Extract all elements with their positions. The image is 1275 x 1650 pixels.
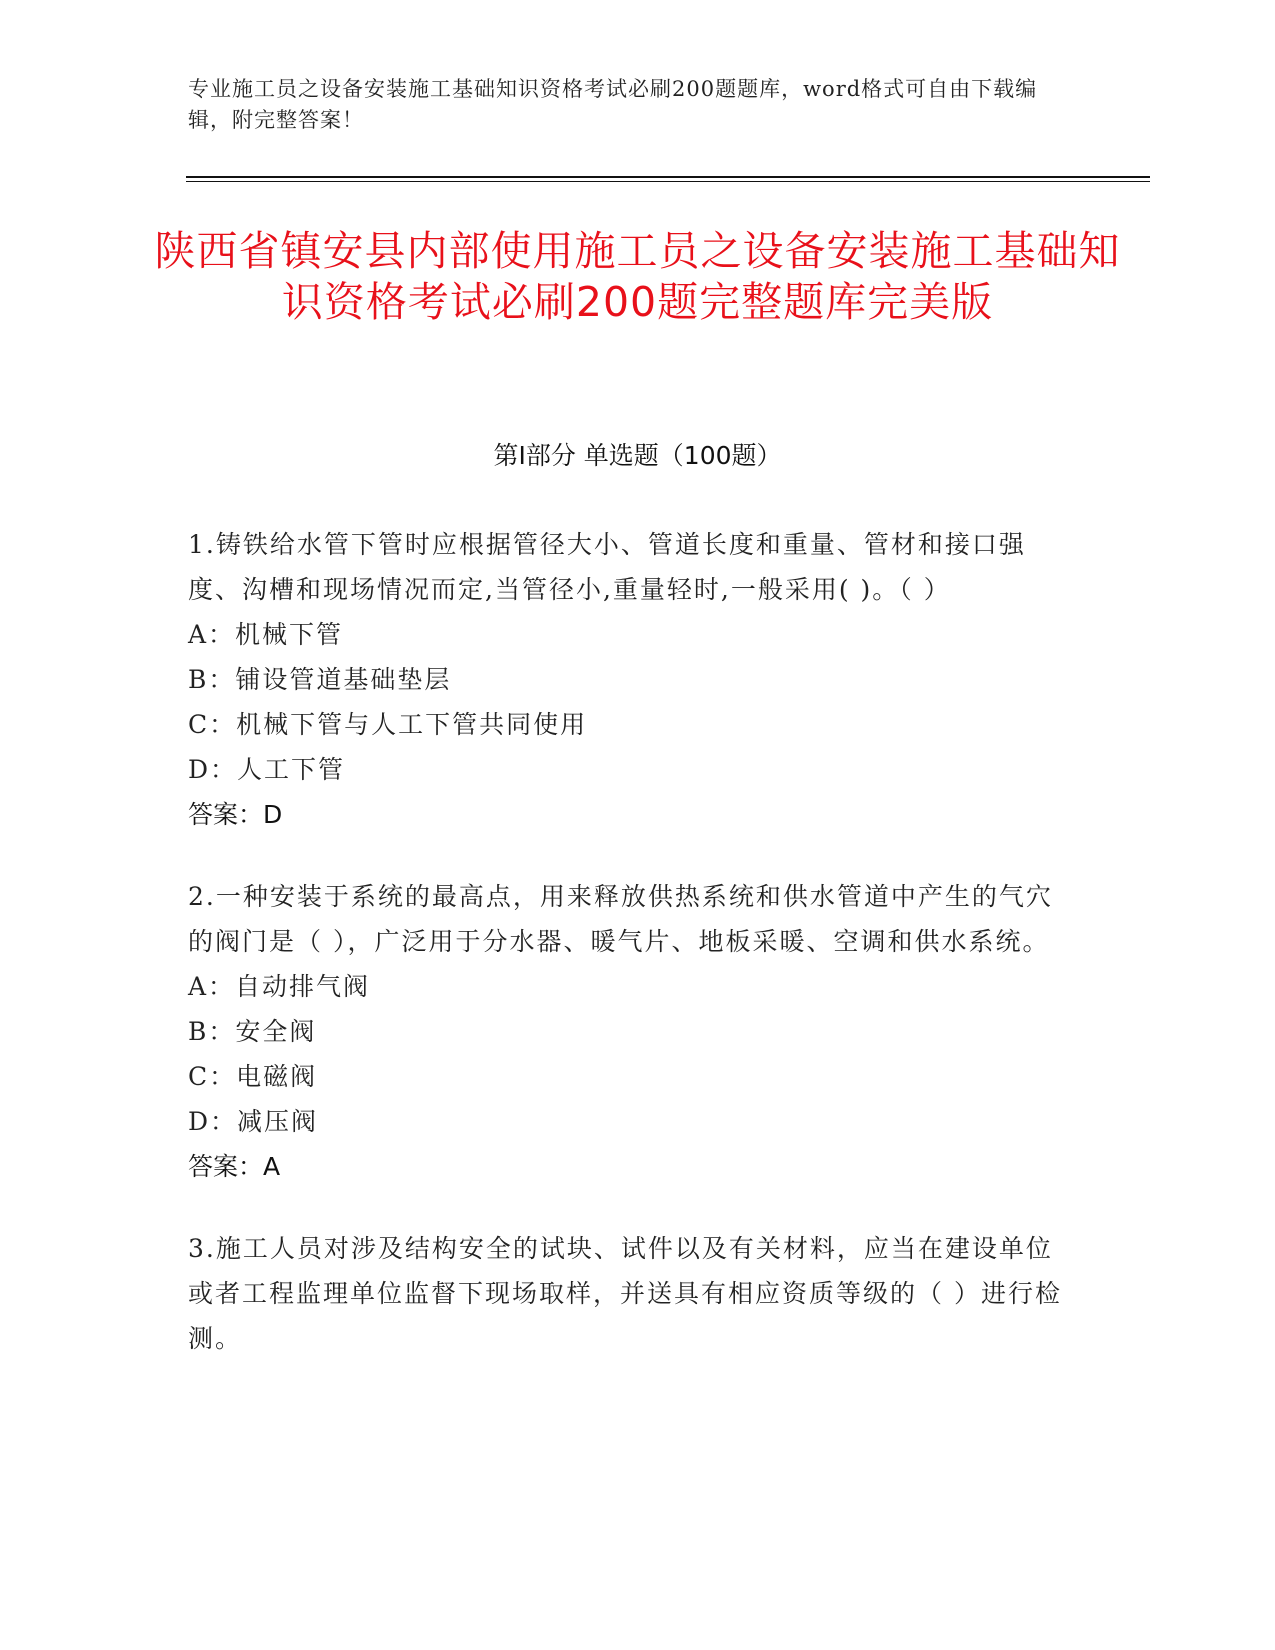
question-stem: 2.一种安装于系统的最高点，用来释放供热系统和供水管道中产生的气穴的阀门是（ ），广泛用于分水器、暖气片、地板采暖、空调和供水系统。 <box>188 882 1053 956</box>
option-d: D：减压阀 <box>188 1107 319 1136</box>
header-divider-thin <box>186 181 1150 182</box>
question-stem: 1.铸铁给水管下管时应根据管径大小、管道长度和重量、管材和接口强度、沟槽和现场情况而定,当管径小,重量轻时,一般采用( )。（ ） <box>188 530 1026 604</box>
question-1 <box>188 522 1068 837</box>
option-a: A：机械下管 <box>188 620 344 649</box>
option-b: B：安全阀 <box>188 1017 317 1046</box>
answer: 答案：D <box>188 800 283 829</box>
header-note: 专业施工员之设备安装施工基础知识资格考试必刷200题题库，word格式可自由下载编辑，附完整答案！ <box>188 77 1038 132</box>
option-a: A：自动排气阀 <box>188 972 371 1001</box>
question-stem: 3.施工人员对涉及结构安全的试块、试件以及有关材料，应当在建设单位或者工程监理单位监督下现场取样，并送具有相应资质等级的（ ）进行检测。 <box>188 1234 1062 1353</box>
option-b: B：铺设管道基础垫层 <box>188 665 452 694</box>
document-title: 陕西省镇安县内部使用施工员之设备安装施工基础知识资格考试必刷200题完整题库完美版 <box>154 227 1121 326</box>
header-divider <box>186 176 1150 178</box>
answer: 答案：A <box>188 1152 281 1181</box>
option-c: C：电磁阀 <box>188 1062 318 1091</box>
question-2 <box>188 874 1068 1189</box>
section-title: 第Ⅰ部分 单选题（100题） <box>493 441 782 470</box>
option-c: C：机械下管与人工下管共同使用 <box>188 710 588 739</box>
question-list <box>188 522 1068 1398</box>
option-d: D：人工下管 <box>188 755 346 784</box>
question-3 <box>188 1226 1068 1361</box>
